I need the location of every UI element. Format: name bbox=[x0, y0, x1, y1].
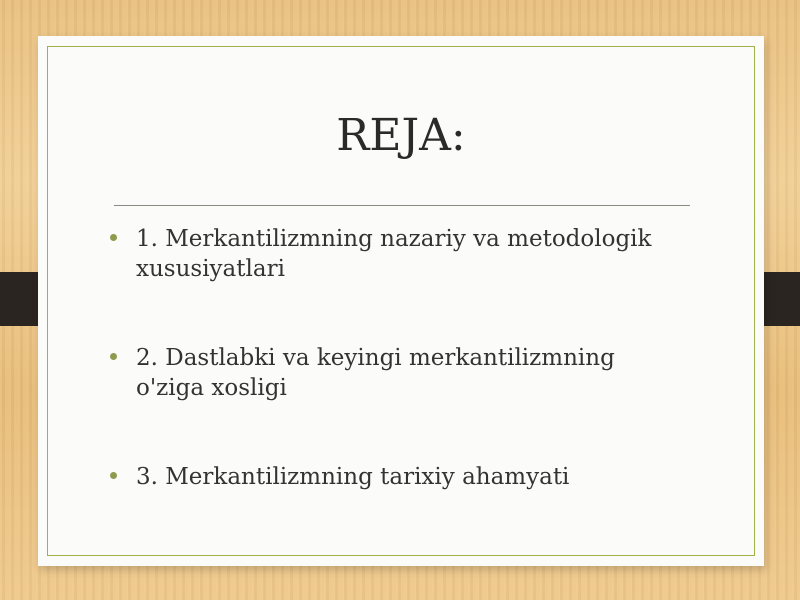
bullet-icon bbox=[110, 234, 117, 241]
list-item bbox=[110, 462, 690, 492]
title-divider bbox=[114, 205, 690, 206]
bullet-icon bbox=[110, 472, 117, 479]
bullet-text: 2. Dastlabki va keyingi merkantilizmning o'ziga xosligi bbox=[136, 345, 615, 401]
list-item bbox=[110, 224, 690, 284]
list-item bbox=[110, 343, 690, 403]
bullet-text: 3. Merkantilizmning tarixiy ahamyati bbox=[136, 464, 570, 490]
slide-title: REJA: bbox=[336, 110, 466, 161]
slide-card bbox=[38, 36, 764, 566]
bullet-icon bbox=[110, 353, 117, 360]
bullet-text: 1. Merkantilizmning nazariy va metodologik xususiyatlari bbox=[136, 226, 652, 282]
